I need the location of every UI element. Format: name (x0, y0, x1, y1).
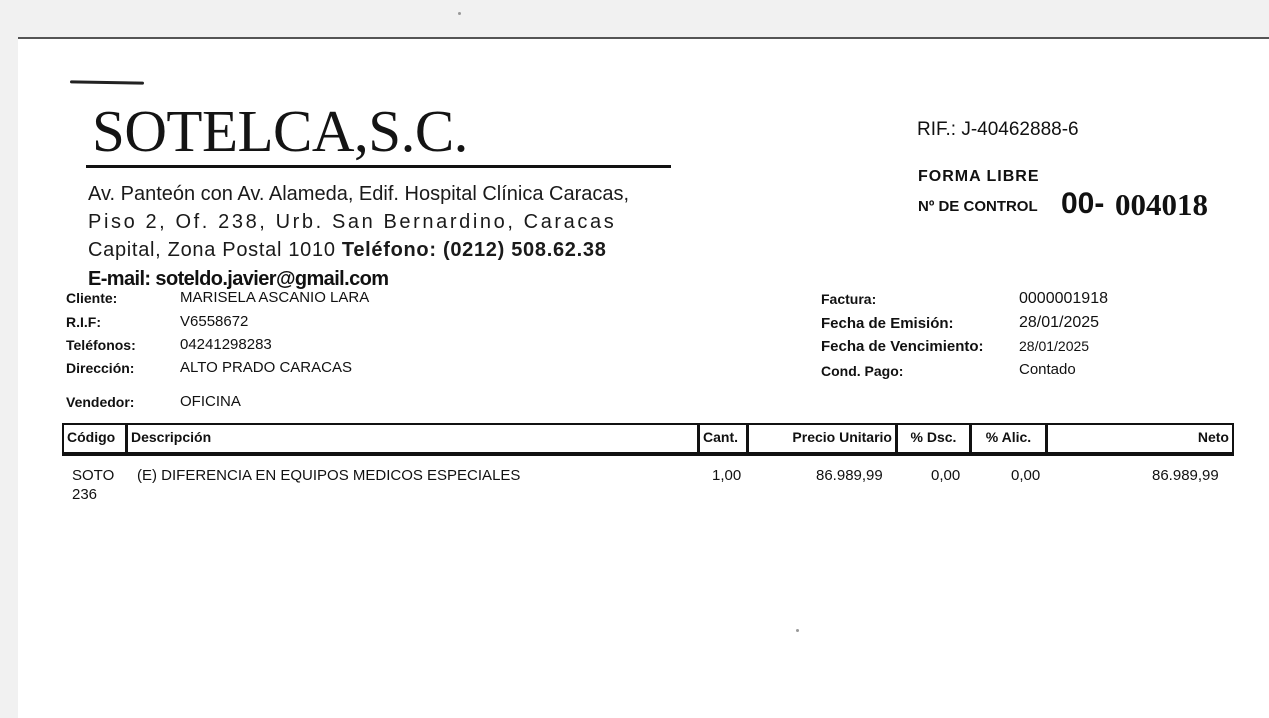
company-rif: RIF.: J-40462888-6 (917, 119, 1079, 140)
telefonos-label: Teléfonos: (66, 337, 136, 353)
factura-label: Factura: (821, 291, 877, 307)
row-precio-unitario: 86.989,99 (816, 467, 883, 484)
vendedor-value: OFICINA (180, 393, 241, 410)
row-codigo-line1: SOTO (72, 467, 115, 484)
scan-speck-top (458, 12, 461, 15)
vencimiento-value: 28/01/2025 (1019, 338, 1090, 354)
scan-speck (796, 629, 799, 632)
cond-pago-value: Contado (1019, 361, 1076, 378)
control-number: 004018 (1115, 187, 1208, 222)
company-name: SOTELCA,S.C. (92, 98, 468, 164)
header-rule (86, 165, 671, 168)
direccion-value: ALTO PRADO CARACAS (180, 359, 352, 376)
direccion-label: Dirección: (66, 360, 135, 376)
emision-value: 28/01/2025 (1019, 314, 1100, 331)
rif-value: V6558672 (180, 313, 249, 330)
row-codigo-line2: 236 (72, 486, 98, 503)
telefonos-value: 04241298283 (180, 336, 272, 353)
control-number-label: Nº DE CONTROL (918, 198, 1038, 215)
forma-libre-label: FORMA LIBRE (918, 168, 1040, 185)
company-email: E-mail: soteldo.javier@gmail.com (88, 268, 389, 290)
pen-mark (70, 80, 144, 84)
col-codigo: Código (64, 425, 128, 452)
cliente-value: MARISELA ASCANIO LARA (180, 289, 370, 306)
row-cantidad: 1,00 (712, 467, 742, 484)
factura-value: 0000001918 (1019, 290, 1108, 307)
vencimiento-label: Fecha de Vencimiento: (821, 338, 984, 355)
address-line-2: Piso 2, Of. 238, Urb. San Bernardino, Caracas (88, 211, 617, 233)
invoice-sheet (18, 37, 1269, 718)
rif-label: R.I.F: (66, 314, 101, 330)
col-alicuota: % Alic. (972, 425, 1048, 452)
control-number-prefix: 00- (1061, 187, 1105, 220)
cond-pago-label: Cond. Pago: (821, 363, 904, 379)
row-descripcion: (E) DIFERENCIA EN EQUIPOS MEDICOS ESPECIALES (137, 467, 521, 484)
row-descuento: 0,00 (931, 467, 961, 484)
cliente-label: Cliente: (66, 290, 118, 306)
emision-label: Fecha de Emisión: (821, 315, 954, 332)
col-descripcion: Descripción (128, 425, 700, 452)
col-cantidad: Cant. (700, 425, 749, 452)
address-line-3 (88, 239, 607, 262)
col-precio-unitario: Precio Unitario (749, 425, 898, 452)
col-descuento: % Dsc. (898, 425, 972, 452)
col-neto: Neto (1197, 429, 1229, 445)
address-line-1: Av. Panteón con Av. Alameda, Edif. Hospital Clínica Caracas, (88, 183, 630, 205)
row-alicuota: 0,00 (1011, 467, 1041, 484)
vendedor-label: Vendedor: (66, 394, 135, 410)
address-line-3-text: Capital, Zona Postal 1010 (88, 239, 342, 261)
row-neto: 86.989,99 (1152, 467, 1219, 484)
company-phone: Teléfono: (0212) 508.62.38 (341, 239, 607, 261)
items-table-header (62, 423, 1234, 456)
